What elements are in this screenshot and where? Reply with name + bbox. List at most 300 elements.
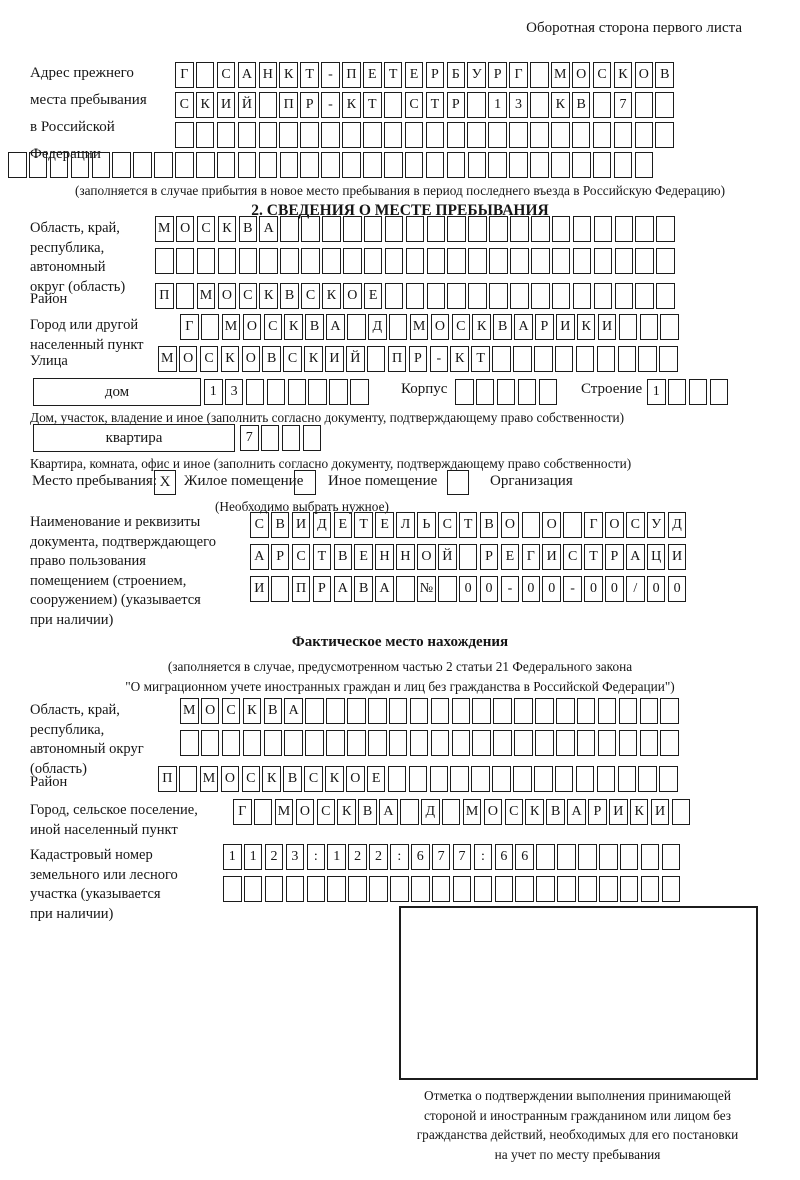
prev-address-row-3[interactable] [175,122,676,148]
char-box [176,283,195,309]
char-box: Л [396,512,415,538]
label-line: в Российской [30,119,115,135]
char-box [468,248,487,274]
stay-rayon-row[interactable] [155,283,677,309]
house-number-cells[interactable] [204,379,371,405]
char-box: Д [313,512,332,538]
char-box: К [525,799,544,825]
label-line: помещением (строением, [30,572,187,589]
char-box: К [630,799,649,825]
char-box: А [326,314,345,340]
char-box: П [342,62,361,88]
char-box: В [305,314,324,340]
char-box: Т [313,544,332,570]
char-box: Р [535,314,554,340]
char-box: С [250,512,269,538]
doc-row-3[interactable] [250,576,689,602]
char-box [431,698,450,724]
char-box: С [283,346,302,372]
char-box [576,346,595,372]
char-box: / [626,576,645,602]
char-box [640,698,659,724]
char-box: А [626,544,645,570]
char-box [594,216,613,242]
char-box [552,216,571,242]
char-box: П [388,346,407,372]
char-box: И [250,576,269,602]
label-line: (заполняется в случае, предусмотренном частью 2 статьи 21 Федерального закона [167,659,633,674]
char-box [282,425,301,451]
char-box: К [472,314,491,340]
house-field-label-box: дом [33,378,201,406]
char-box: : [307,844,326,870]
char-box: К [243,698,262,724]
stay-flat-row [33,424,773,454]
char-box [597,766,616,792]
char-box [389,698,408,724]
char-box [514,730,533,756]
char-box: У [467,62,486,88]
char-box: 6 [495,844,514,870]
char-box [530,152,549,178]
char-box [598,730,617,756]
char-box [635,122,654,148]
char-box [321,122,340,148]
char-box: В [480,512,499,538]
char-box: Т [584,544,603,570]
char-box [619,730,638,756]
label-line: Адрес прежнего [30,65,134,81]
label-line: республика, [30,239,105,256]
prev-address-row-2[interactable] [175,92,676,118]
char-box [347,314,366,340]
char-box [197,248,216,274]
stay-street-row[interactable] [158,346,680,372]
char-box: Н [396,544,415,570]
char-box [530,92,549,118]
char-box [635,248,654,274]
fact-rayon-label: Район [30,774,68,790]
char-box: Е [375,512,394,538]
stay-gorod-row[interactable] [180,314,681,340]
char-box [659,346,678,372]
char-box [536,844,555,870]
char-box [384,92,403,118]
char-box [447,283,466,309]
char-box [488,152,507,178]
section2-title: 2. СВЕДЕНИЯ О МЕСТЕ ПРЕБЫВАНИЯ [251,202,549,219]
char-box: О [179,346,198,372]
char-box: И [217,92,236,118]
char-box [154,152,173,178]
char-box [280,152,299,178]
char-box [239,248,258,274]
char-box [303,425,322,451]
char-box: И [651,799,670,825]
char-box [179,766,198,792]
char-box [710,379,729,405]
char-box [489,216,508,242]
stroenie-cells[interactable] [647,379,731,405]
char-box: Й [346,346,365,372]
char-box [175,152,194,178]
char-box [368,730,387,756]
char-box [577,698,596,724]
label-line: "О миграционном учете иностранных граждан и лиц без гражданства в Российской Федерации") [125,678,675,694]
label-line: стороной и иностранным гражданином или лицом без [423,1107,732,1123]
char-box: С [200,346,219,372]
flat-field-label-box: квартира [33,424,235,452]
char-box [388,766,407,792]
stay-oblast-row-1[interactable] [155,216,677,242]
char-box [201,730,220,756]
char-box: И [668,544,687,570]
label-line: Город или другой [30,317,139,333]
char-box [492,346,511,372]
char-box [259,152,278,178]
char-box: 2 [265,844,284,870]
char-box [300,152,319,178]
char-box: В [546,799,565,825]
char-box: О [417,544,436,570]
char-box: О [296,799,315,825]
char-box: П [279,92,298,118]
char-box [535,698,554,724]
label-line: места пребывания [30,92,147,108]
char-box [594,283,613,309]
doc-row-1[interactable] [250,512,689,538]
char-box [638,766,657,792]
char-box [572,152,591,178]
label-line: при наличии) [30,905,114,922]
char-box: О [431,314,450,340]
char-box [452,698,471,724]
char-box [659,766,678,792]
char-box [655,92,674,118]
label-line: Область, край, [30,220,120,236]
char-box: С [175,92,194,118]
prev-address-row-4[interactable] [8,152,656,178]
char-box [551,152,570,178]
char-box: М [197,283,216,309]
char-box [243,730,262,756]
char-box [400,799,419,825]
char-box [660,730,679,756]
char-box [530,62,549,88]
fact-rayon-row[interactable] [158,766,680,792]
char-box: С [563,544,582,570]
char-box: К [342,92,361,118]
char-box: 1 [488,92,507,118]
label-line: иной населенный пункт [30,821,178,838]
char-box [409,766,428,792]
char-box: В [655,62,674,88]
char-box [514,698,533,724]
char-box: О [218,283,237,309]
char-box: С [301,283,320,309]
char-box: К [284,314,303,340]
char-box [426,152,445,178]
char-box [279,122,298,148]
char-box [405,122,424,148]
cadastre-row-1[interactable] [223,844,683,870]
char-box: В [264,698,283,724]
char-box [510,248,529,274]
char-box [552,248,571,274]
char-box [668,379,687,405]
char-box: И [609,799,628,825]
char-box [593,122,612,148]
char-box [301,248,320,274]
cadastre-row-2[interactable] [223,876,683,902]
char-box: С [242,766,261,792]
char-box [488,122,507,148]
char-box: О [201,698,220,724]
char-box [244,876,263,902]
char-box: К [325,766,344,792]
char-box [259,92,278,118]
char-box [662,876,681,902]
char-box: 7 [453,844,472,870]
char-box: А [284,698,303,724]
char-box [635,92,654,118]
char-box [112,152,131,178]
char-box [509,152,528,178]
char-box: С [222,698,241,724]
char-box: О [243,314,262,340]
char-box [326,698,345,724]
char-box [300,122,319,148]
char-box: О [221,766,240,792]
char-box [492,766,511,792]
stamp-box [399,906,758,1080]
char-box: 1 [244,844,263,870]
char-box: Г [522,544,541,570]
char-box: Т [384,62,403,88]
char-box [614,152,633,178]
char-box [348,876,367,902]
char-box: И [292,512,311,538]
char-box: У [647,512,666,538]
label-line: автономный округ [30,741,144,757]
stay-rayon-label: Район [30,291,68,307]
char-box [489,283,508,309]
char-box: В [280,283,299,309]
char-box: 7 [432,844,451,870]
fact-oblast-row-2[interactable] [180,730,681,756]
char-box [385,248,404,274]
char-box [534,346,553,372]
char-box [450,766,469,792]
char-box: К [450,346,469,372]
stay-house-row [33,378,773,408]
char-box: Г [509,62,528,88]
char-box [327,876,346,902]
char-box: С [197,216,216,242]
char-box [430,766,449,792]
checkbox-other-premises[interactable] [294,470,316,495]
char-box [635,283,654,309]
char-box [411,876,430,902]
char-box [489,248,508,274]
char-box [447,152,466,178]
char-box [618,766,637,792]
char-box [556,730,575,756]
char-box: В [334,544,353,570]
char-box: К [614,62,633,88]
char-box [432,876,451,902]
char-box: Р [588,799,607,825]
char-box: 0 [459,576,478,602]
char-box [493,698,512,724]
char-box: Р [300,92,319,118]
char-box: Д [368,314,387,340]
flat-number-cells[interactable] [240,425,324,451]
char-box [522,512,541,538]
char-box: М [275,799,294,825]
char-box [638,346,657,372]
char-box [655,122,674,148]
char-box [427,248,446,274]
char-box [555,346,574,372]
label-line: земельного или лесного [30,866,178,883]
char-box: П [158,766,177,792]
char-box [305,698,324,724]
char-box: В [283,766,302,792]
char-box [468,283,487,309]
char-box [578,844,597,870]
checkbox-residential[interactable]: X [154,470,176,495]
char-box: 1 [223,844,242,870]
char-box [280,216,299,242]
char-box [384,152,403,178]
korpus-label: Корпус [401,381,448,397]
char-box [223,876,242,902]
char-box: В [239,216,258,242]
char-box: 3 [225,379,244,405]
label-line: Город, сельское поселение, [30,802,198,818]
doc-row-2[interactable] [250,544,689,570]
fact-title: Фактическое место нахождения [291,634,509,650]
fact-oblast-label [30,701,144,779]
char-box: 6 [411,844,430,870]
char-box: Г [180,314,199,340]
char-box [259,248,278,274]
char-box: Р [447,92,466,118]
korpus-cells[interactable] [455,379,559,405]
char-box: 6 [515,844,534,870]
char-box [689,379,708,405]
char-box: С [452,314,471,340]
char-box [384,122,403,148]
char-box: 0 [522,576,541,602]
char-box [563,512,582,538]
char-box: С [505,799,524,825]
char-box: С [239,283,258,309]
char-box: К [218,216,237,242]
char-box: 0 [647,576,666,602]
stay-street-label: Улица [30,353,68,369]
char-box [555,766,574,792]
char-box: 0 [480,576,499,602]
char-box: А [514,314,533,340]
char-box [573,248,592,274]
char-box [510,283,529,309]
char-box [363,152,382,178]
char-box [576,766,595,792]
stay-place-type-row [0,470,800,500]
char-box [615,283,634,309]
char-box [265,876,284,902]
label-line: автономный [30,259,106,275]
checkbox-organization[interactable] [447,470,469,495]
char-box [635,152,654,178]
char-box [597,346,616,372]
stamp-caption [355,1086,800,1164]
char-box [641,876,660,902]
char-box [593,92,612,118]
stay-oblast-row-2[interactable] [155,248,677,274]
label-line: документа, подтверждающего [30,533,216,550]
fact-note [0,657,800,696]
char-box: 7 [614,92,633,118]
char-box [284,730,303,756]
char-box: М [463,799,482,825]
fact-oblast-row-1[interactable] [180,698,681,724]
char-box: К [259,283,278,309]
char-box: Й [238,92,257,118]
char-box [222,730,241,756]
label-line: Область, край, [30,702,120,718]
char-box: Б [447,62,466,88]
char-box [155,248,174,274]
label-line: Кадастровый номер [30,847,153,863]
char-box: Р [480,544,499,570]
char-box: Е [363,62,382,88]
char-box: В [354,576,373,602]
char-box [467,122,486,148]
char-box [662,844,681,870]
char-box [347,698,366,724]
char-box [286,876,305,902]
char-box [534,766,553,792]
char-box [556,698,575,724]
char-box [390,876,409,902]
char-box [29,152,48,178]
char-box [246,379,265,405]
char-box [261,425,280,451]
char-box: Д [668,512,687,538]
char-box: И [556,314,575,340]
char-box [551,122,570,148]
char-box: П [292,576,311,602]
char-box: - [501,576,520,602]
char-box: - [321,62,340,88]
char-box [598,698,617,724]
char-box: С [405,92,424,118]
char-box: Т [363,92,382,118]
char-box [672,799,691,825]
char-box [308,379,327,405]
char-box [599,876,618,902]
char-box: Т [354,512,373,538]
char-box [468,152,487,178]
prev-address-row-1[interactable] [175,62,676,88]
fact-gorod-row[interactable] [233,799,693,825]
char-box [447,216,466,242]
char-box: К [221,346,240,372]
char-box [305,730,324,756]
